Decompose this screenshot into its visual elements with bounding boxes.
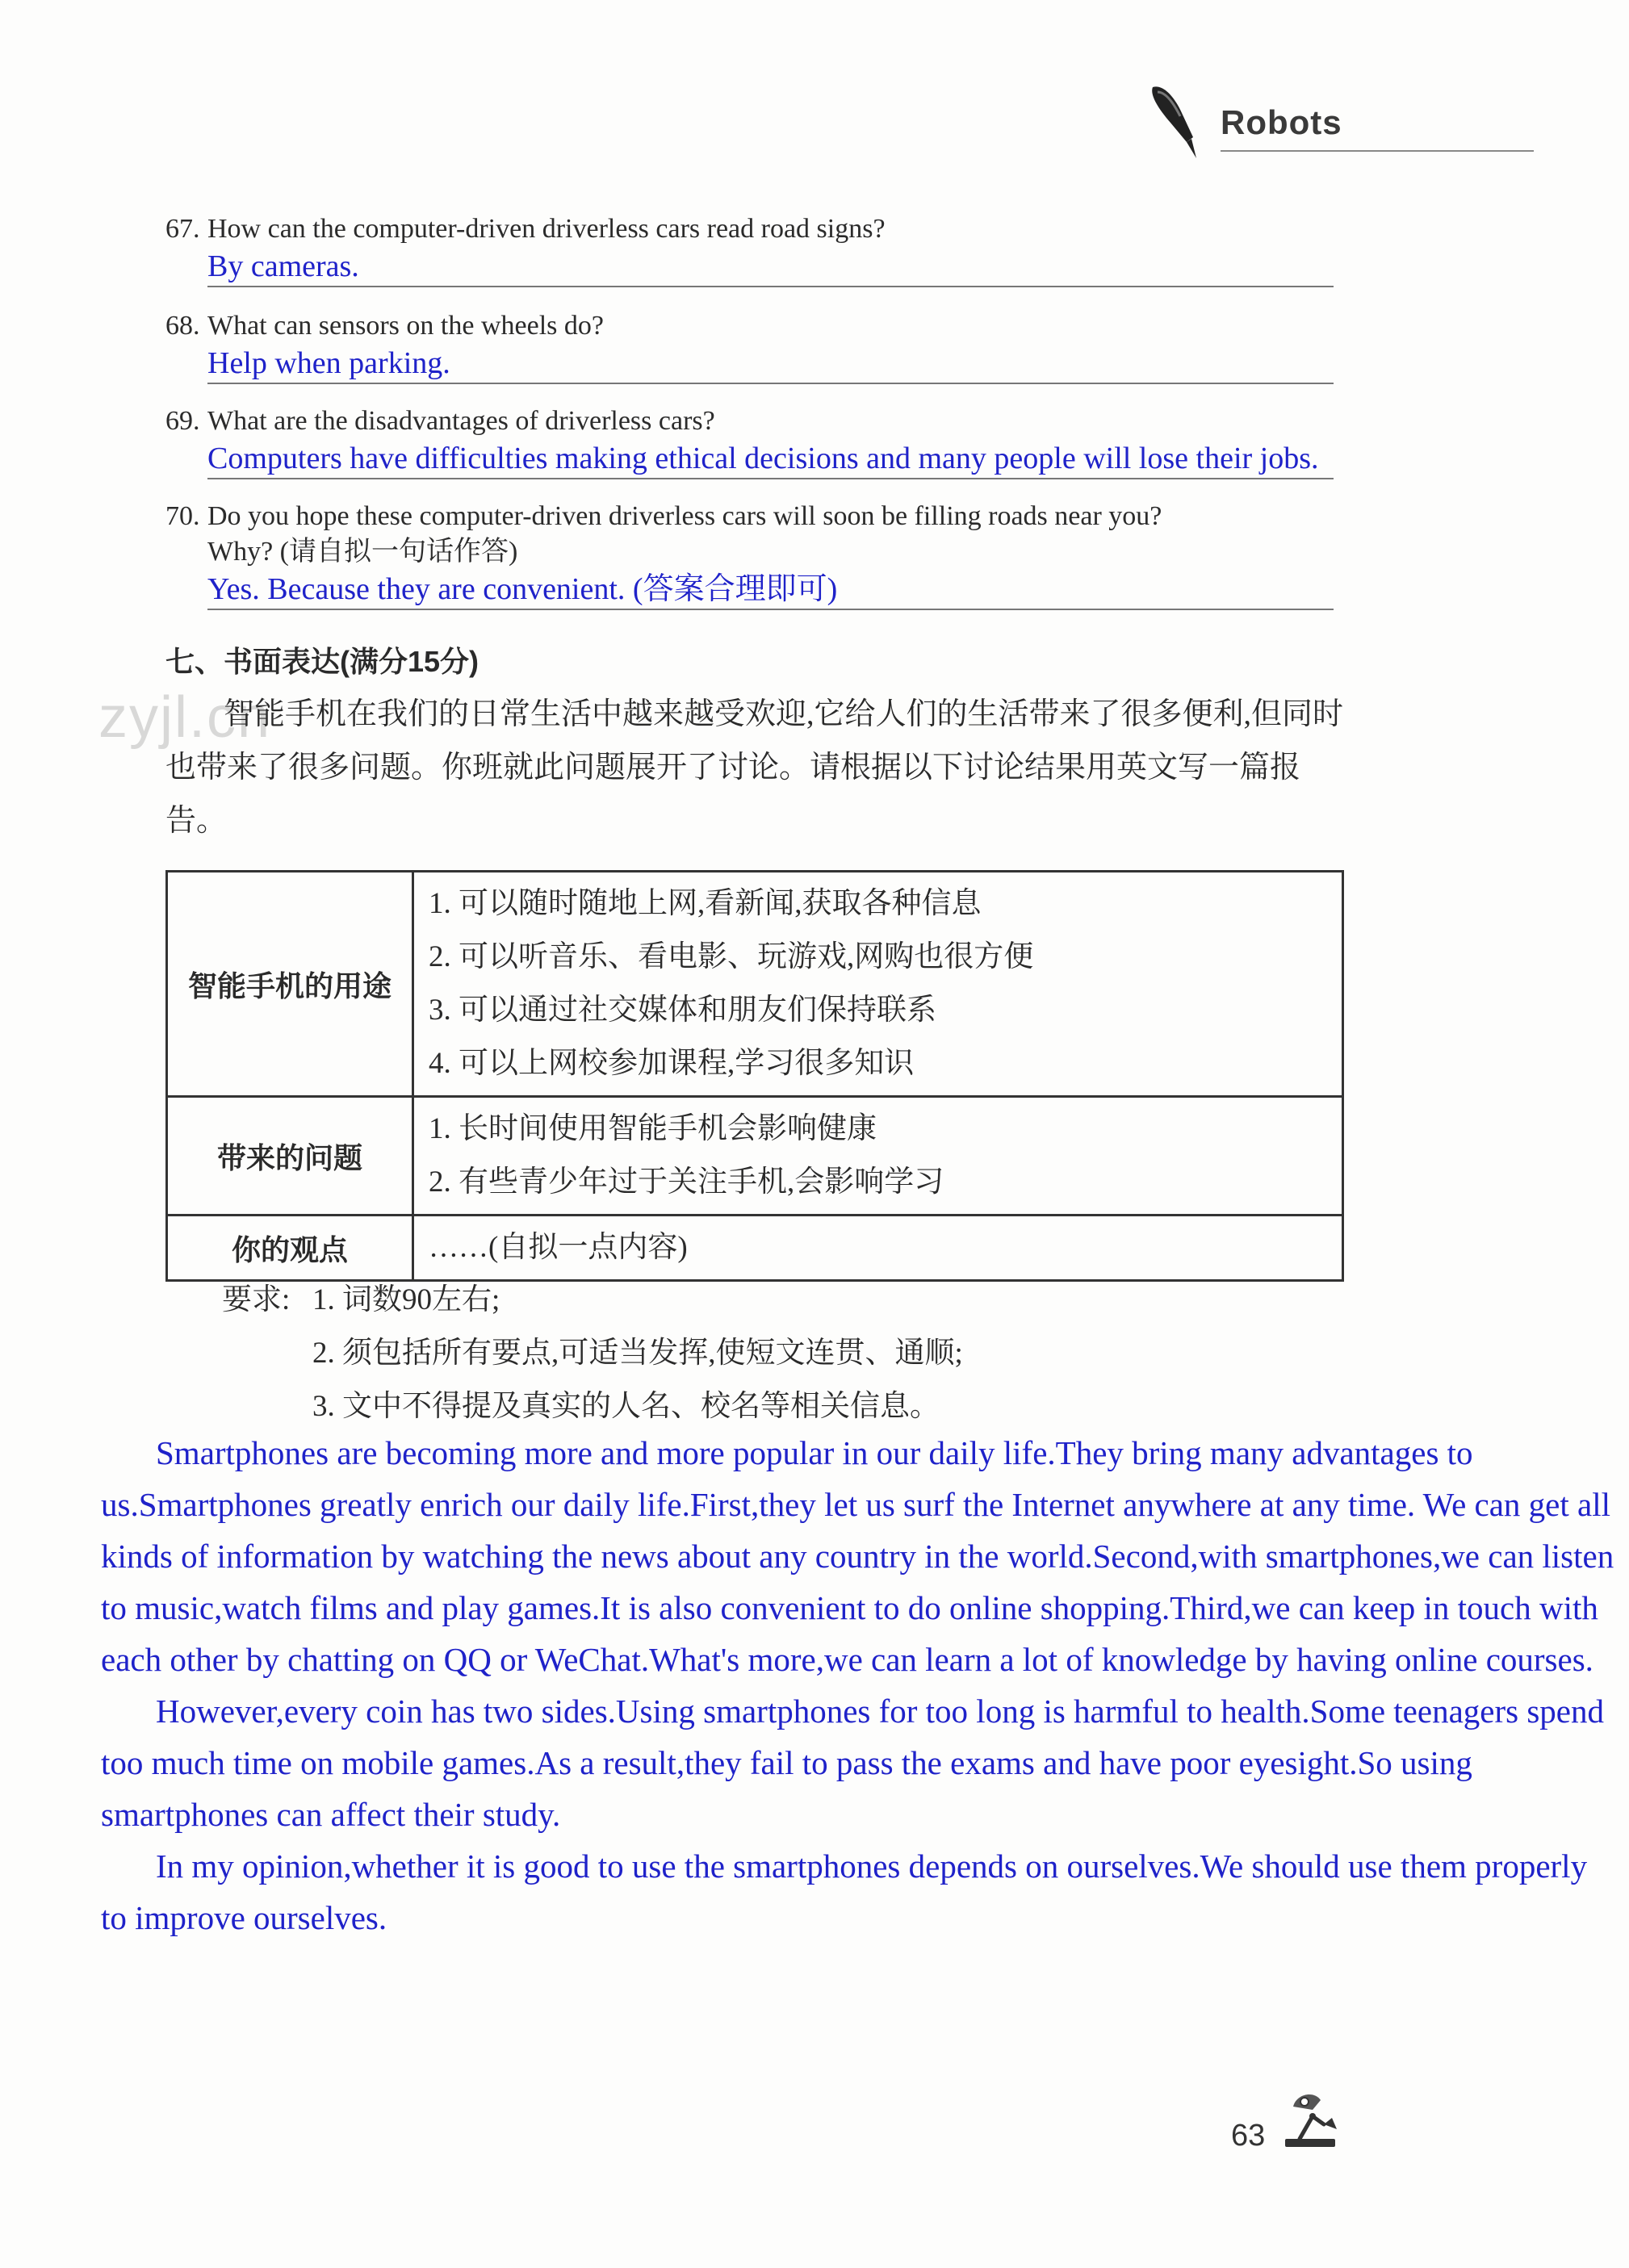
table-items — [413, 1216, 1343, 1281]
requirements — [222, 1274, 963, 1433]
question-69 — [165, 404, 1344, 479]
table-item: 1. 长时间使用智能手机会影响健康 — [429, 1112, 877, 1145]
table-items — [413, 872, 1343, 1097]
table-category: 带来的问题 — [167, 1097, 413, 1216]
table-category: 你的观点 — [167, 1216, 413, 1281]
table-items — [413, 1097, 1343, 1216]
question-number: 67. — [165, 214, 200, 244]
answer-text: By cameras. — [207, 249, 359, 283]
answer-line — [207, 478, 1334, 479]
table-item: 2. 可以听音乐、看电影、玩游戏,网购也很方便 — [429, 940, 1034, 973]
watermark: zyjl.cn — [98, 685, 272, 750]
question-text: Do you hope these computer-driven driverless cars will soon be filling roads near you? — [207, 501, 1162, 531]
question-number: 68. — [165, 311, 200, 341]
table-item: 3. 可以通过社交媒体和朋友们保持联系 — [429, 994, 936, 1027]
requirement-item: 1. 词数90左右; — [312, 1283, 500, 1316]
requirement-item: 3. 文中不得提及真实的人名、校名等相关信息。 — [312, 1390, 940, 1423]
writing-prompt: 智能手机在我们的日常生活中越来越受欢迎,它给人们的生活带来了很多便利,但同时也带来了很多问题。你班就此问题展开了讨论。请根据以下讨论结果用英文写一篇报告。 — [165, 697, 1344, 838]
table-item: 2. 有些青少年过于关注手机,会影响学习 — [429, 1165, 944, 1199]
answer-text: Computers have difficulties making ethical decisions and many people will lose their jobs. — [207, 441, 1319, 475]
question-number: 69. — [165, 406, 200, 436]
question-70 — [165, 499, 1344, 610]
answer-line — [207, 286, 1334, 287]
chapter-title: Robots — [1221, 103, 1342, 141]
table-item: ……(自拟一点内容) — [429, 1231, 688, 1264]
requirement-item: 2. 须包括所有要点,可适当发挥,使短文连贯、通顺; — [312, 1337, 963, 1370]
question-text: What are the disadvantages of driverless cars? — [207, 406, 715, 436]
page-number: 63 — [1231, 2119, 1266, 2153]
essay-answer — [101, 1427, 1619, 1944]
essay-paragraph: In my opinion,whether it is good to use the smartphones depends on ourselves.We should use them properly to improve ourselves. — [101, 1847, 1588, 1936]
pen-nib-icon — [1146, 81, 1203, 161]
question-text: What can sensors on the wheels do? — [207, 311, 604, 341]
table-item: 1. 可以随时随地上网,看新闻,获取各种信息 — [429, 887, 982, 920]
answer-line — [207, 383, 1334, 384]
table-row — [167, 1216, 1343, 1281]
section-heading: 七、书面表达(满分15分) — [165, 645, 479, 678]
question-67 — [165, 211, 1344, 287]
answer-text: Help when parking. — [207, 346, 450, 380]
page-header — [1146, 81, 1534, 161]
table-category: 智能手机的用途 — [167, 872, 413, 1097]
essay-paragraph: However,every coin has two sides.Using smartphones for too long is harmful to health.Some teenagers spend too much time on mobile games.As a result,they fail to pass the exams and have poor eyesight.So using smartphones can affect their study. — [101, 1693, 1604, 1833]
question-68 — [165, 308, 1344, 384]
requirements-label: 要求: — [222, 1283, 291, 1316]
discussion-table — [165, 870, 1344, 1282]
answer-line — [207, 609, 1334, 610]
answer-text: Yes. Because they are convenient. (答案合理即可) — [207, 572, 838, 606]
header-rule — [1221, 150, 1534, 152]
question-text: How can the computer-driven driverless cars read road signs? — [207, 214, 886, 244]
table-item: 4. 可以上网校参加课程,学习很多知识 — [429, 1047, 915, 1080]
robot-lamp-icon — [1275, 2082, 1348, 2155]
table-row — [167, 1097, 1343, 1216]
question-number: 70. — [165, 501, 200, 531]
essay-paragraph: Smartphones are becoming more and more popular in our daily life.They bring many advantages to us.Smartphones greatly enrich our daily life.First,they let us surf the Internet anywhere at any time. We can get all kinds of information by watching the news about any country in the world.Second,with smartphones,we can listen to music,watch films and play games.It is also convenient to do online shopping.Third,we can keep in touch with each other by chatting on QQ or WeChat.What's more,we can learn a lot of knowledge by having online courses. — [101, 1434, 1614, 1678]
table-row — [167, 872, 1343, 1097]
question-text-line2: Why? (请自拟一句话作答) — [207, 537, 518, 567]
